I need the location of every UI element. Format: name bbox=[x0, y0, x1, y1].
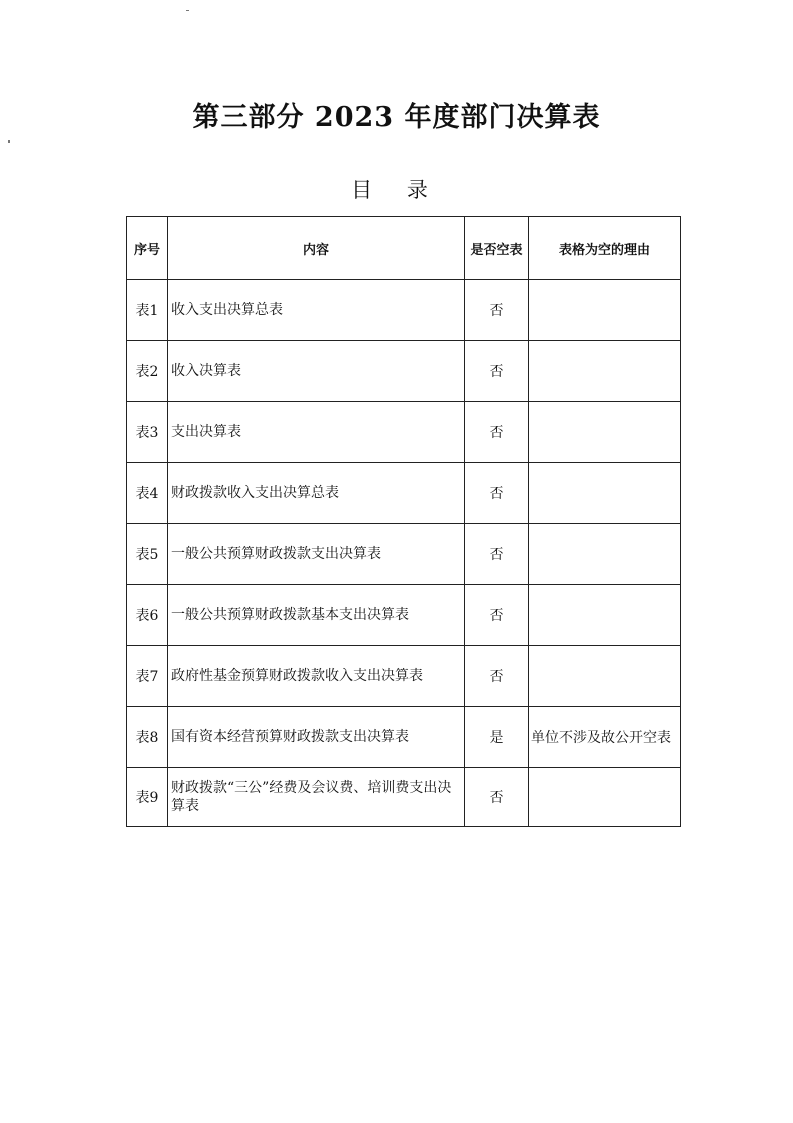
scan-speck bbox=[186, 10, 189, 11]
header-reason: 表格为空的理由 bbox=[529, 217, 681, 280]
row-no: 表7 bbox=[127, 646, 168, 707]
table-of-contents bbox=[126, 216, 681, 827]
row-reason bbox=[529, 768, 681, 827]
table-of-contents-heading: 目 录 bbox=[351, 178, 442, 202]
row-content: 财政拨款收入支出决算总表 bbox=[168, 463, 465, 524]
row-content: 支出决算表 bbox=[168, 402, 465, 463]
table-row bbox=[127, 768, 681, 827]
row-reason bbox=[529, 341, 681, 402]
header-is-empty: 是否空表 bbox=[465, 217, 529, 280]
row-no: 表2 bbox=[127, 341, 168, 402]
row-reason bbox=[529, 646, 681, 707]
table-header-row bbox=[127, 217, 681, 280]
table-row bbox=[127, 524, 681, 585]
page-title: 第三部分 2023 年度部门决算表 bbox=[192, 102, 601, 133]
table-row bbox=[127, 585, 681, 646]
row-no: 表9 bbox=[127, 768, 168, 827]
table-row bbox=[127, 341, 681, 402]
row-no: 表4 bbox=[127, 463, 168, 524]
table-row bbox=[127, 280, 681, 341]
row-content: 收入决算表 bbox=[168, 341, 465, 402]
row-no: 表3 bbox=[127, 402, 168, 463]
row-content: 一般公共预算财政拨款基本支出决算表 bbox=[168, 585, 465, 646]
row-no: 表5 bbox=[127, 524, 168, 585]
row-content: 财政拨款“三公”经费及会议费、培训费支出决算表 bbox=[168, 768, 465, 827]
row-content: 政府性基金预算财政拨款收入支出决算表 bbox=[168, 646, 465, 707]
row-reason bbox=[529, 402, 681, 463]
header-no: 序号 bbox=[127, 217, 168, 280]
row-is-empty: 否 bbox=[465, 524, 529, 585]
row-content: 国有资本经营预算财政拨款支出决算表 bbox=[168, 707, 465, 768]
row-no: 表8 bbox=[127, 707, 168, 768]
row-is-empty: 是 bbox=[465, 707, 529, 768]
header-content: 内容 bbox=[168, 217, 465, 280]
row-no: 表1 bbox=[127, 280, 168, 341]
scan-speck bbox=[8, 140, 10, 143]
row-content: 一般公共预算财政拨款支出决算表 bbox=[168, 524, 465, 585]
row-is-empty: 否 bbox=[465, 768, 529, 827]
row-is-empty: 否 bbox=[465, 402, 529, 463]
row-content: 收入支出决算总表 bbox=[168, 280, 465, 341]
table-row bbox=[127, 707, 681, 768]
row-is-empty: 否 bbox=[465, 280, 529, 341]
row-reason bbox=[529, 524, 681, 585]
row-is-empty: 否 bbox=[465, 463, 529, 524]
row-no: 表6 bbox=[127, 585, 168, 646]
row-reason bbox=[529, 585, 681, 646]
row-is-empty: 否 bbox=[465, 585, 529, 646]
row-reason bbox=[529, 280, 681, 341]
row-is-empty: 否 bbox=[465, 646, 529, 707]
table-row bbox=[127, 463, 681, 524]
row-reason bbox=[529, 463, 681, 524]
row-reason: 单位不涉及故公开空表 bbox=[529, 707, 681, 768]
table-row bbox=[127, 402, 681, 463]
table-row bbox=[127, 646, 681, 707]
row-is-empty: 否 bbox=[465, 341, 529, 402]
